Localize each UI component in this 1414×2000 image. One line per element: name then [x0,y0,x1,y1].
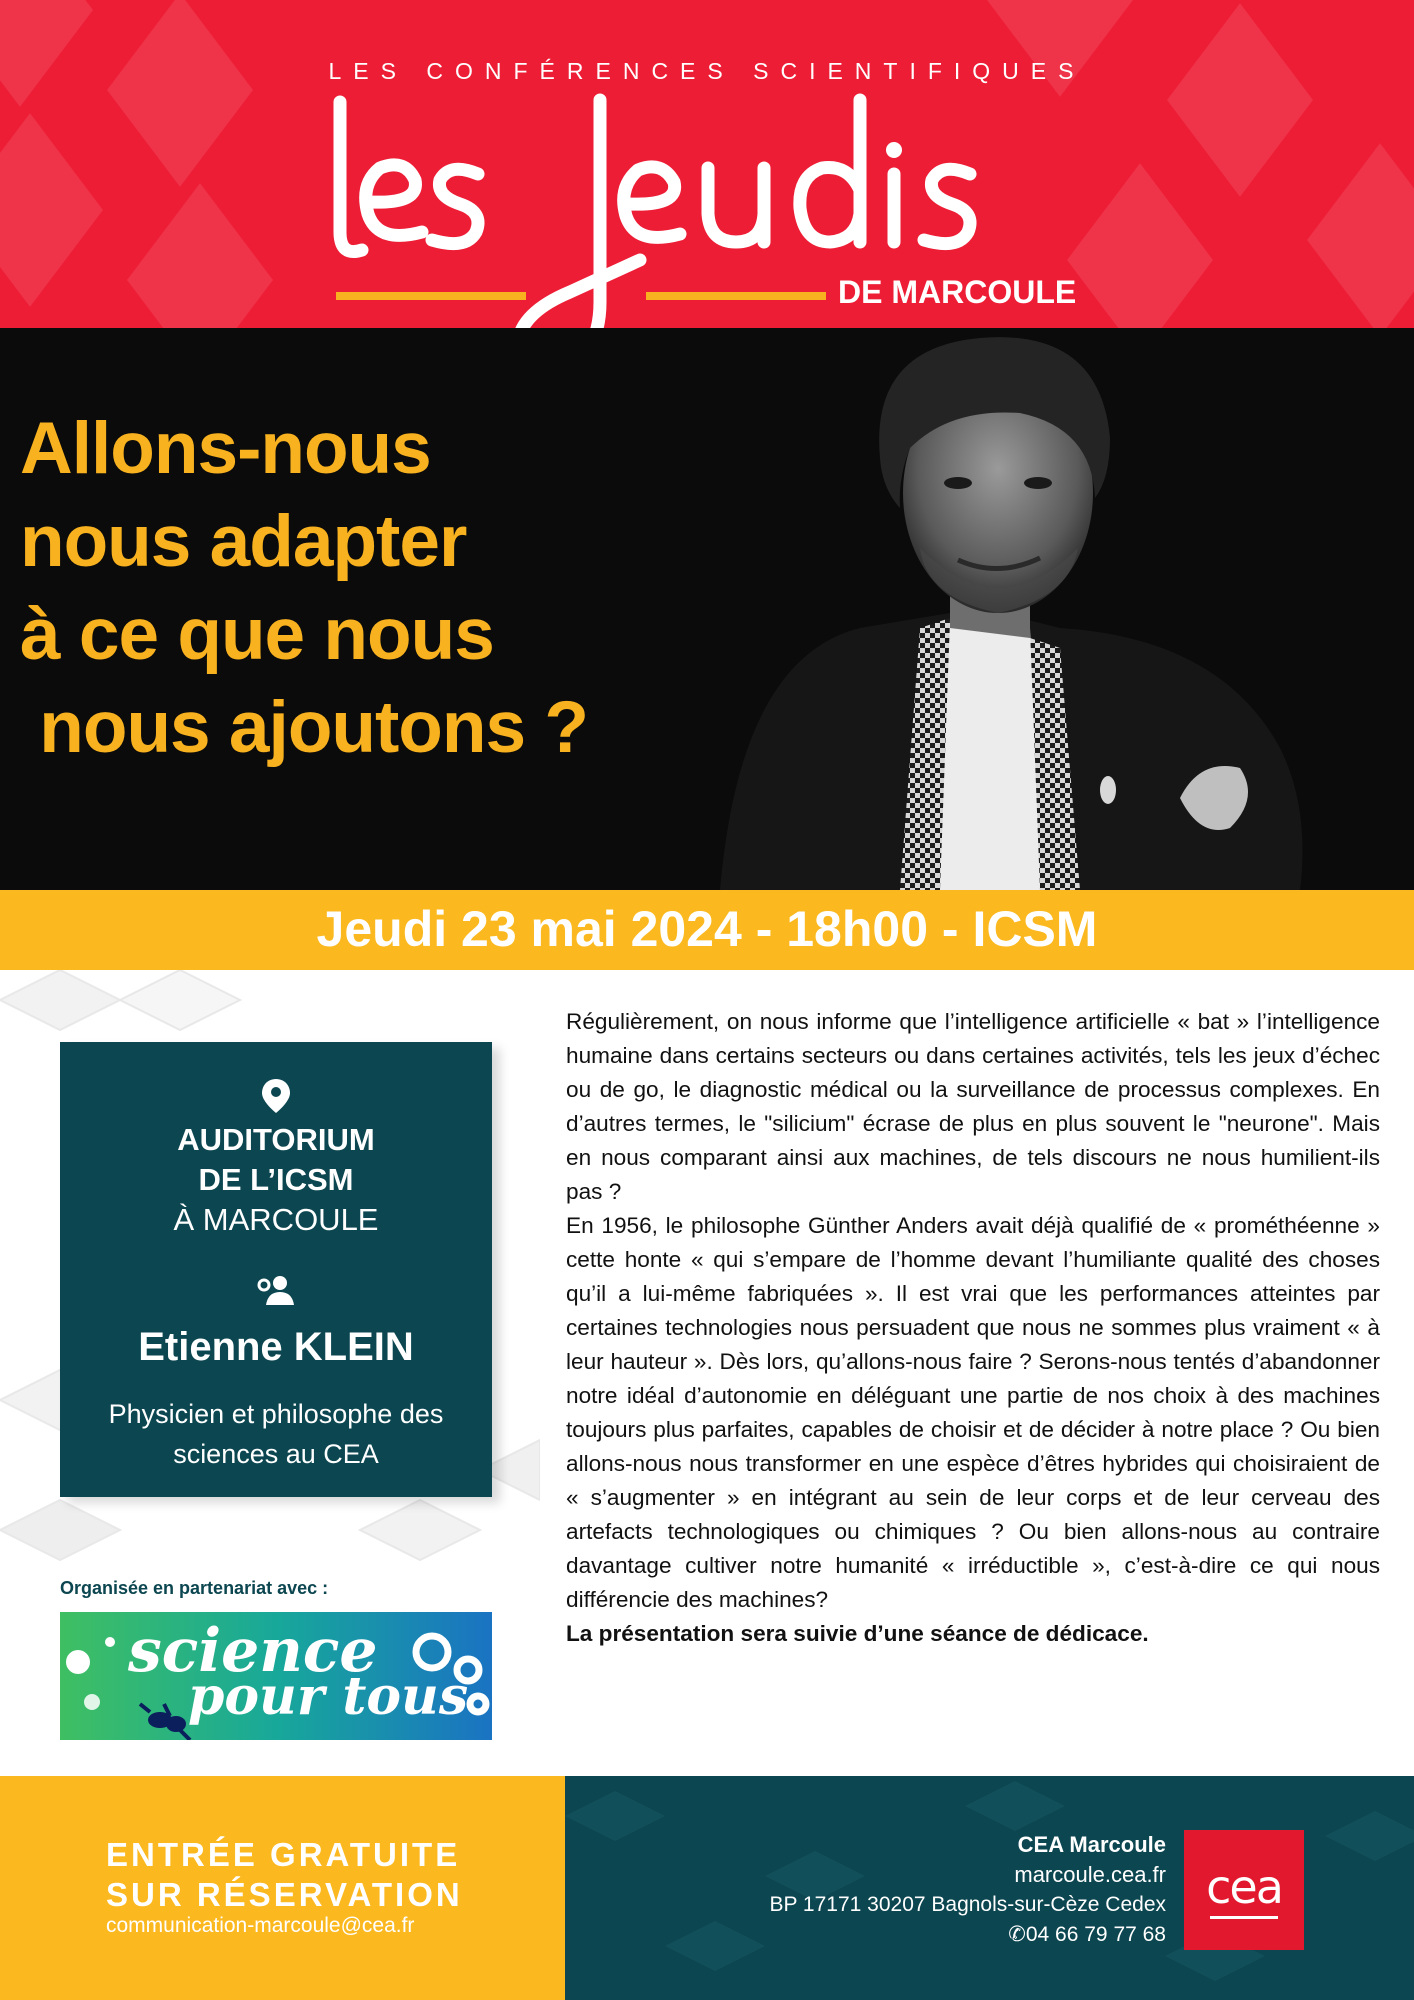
location-pin-icon [261,1078,291,1114]
speaker-name: Etienne KLEIN [138,1325,414,1369]
reservation-email-link[interactable]: communication-marcoule@cea.fr [106,1914,415,1937]
speaker-portrait-image [700,328,1414,890]
organization-name: CEA Marcoule [1017,1832,1166,1857]
event-headline [20,402,720,774]
cea-logo-text: cea [1206,1860,1282,1914]
venue-line-2: DE L’ICSM [198,1162,354,1197]
science-pour-tous-logo [60,1612,492,1740]
event-info-card [60,1042,492,1497]
cea-logo-underline [1210,1916,1278,1919]
phone-row [700,1920,1166,1950]
phone-number[interactable]: 04 66 79 77 68 [1025,1923,1166,1946]
venue-line-3: À MARCOULE [173,1202,379,1237]
headline-line: nous ajoutons ? [20,687,588,768]
description-paragraph-1: Régulièrement, on nous informe que l’intelligence artificielle « bat » l’intelligence humaine dans certains secteurs ou dans certaines activités, tels les jeux d’échec ou de go, le diagnostic médical ou la surveillance de processus complexes. En d’autres termes, le "silicium" écrase de plus en plus souvent le "neurone". Mais en nous comparant ainsi aux machines, de tels discours ne nous humilient-ils pas ? [566,1009,1380,1204]
description-closing: La présentation sera suivie d’une séance de dédicace. [566,1621,1149,1646]
partner-logo-line-1: science [128,1616,378,1686]
logo-suffix: DE MARCOULE [838,274,1077,310]
headline-line: à ce que nous [20,594,494,675]
series-subtitle: LES CONFÉRENCES SCIENTIFIQUES [328,58,1086,84]
event-date-time-place: Jeudi 23 mai 2024 - 18h00 - ICSM [316,901,1098,957]
partner-label: Organisée en partenariat avec : [60,1578,329,1598]
free-entry-line-2: SUR RÉSERVATION [106,1876,463,1913]
headline-line: nous adapter [20,501,467,582]
cea-logo [1184,1830,1304,1950]
partner-logo-line-2: pour tous [188,1666,469,1727]
phone-icon: ✆ [1008,1923,1026,1946]
website-link[interactable]: marcoule.cea.fr [1014,1862,1166,1887]
postal-address: BP 17171 30207 Bagnols-sur-Cèze Cedex [769,1893,1166,1916]
free-entry-line-1: ENTRÉE GRATUITE [106,1836,461,1873]
description-paragraph-2: En 1956, le philosophe Günther Anders avait déjà qualifié de « prométhéenne » cette honte « qui s’empare de l’homme devant l’humiliante qualité des choses qu’il a lui-même fabriquées ». Il est vrai que les performances atteintes par certaines technologies nous persuadent que nous ne sommes plus vraiment « à leur hauteur ». Dès lors, qu’allons-nous faire ? Serons-nous tentés d’abandonner notre idéal d’autonomie en déléguant une partie de nos choix à des machines toujours plus parfaites, capables de choisir et de décider à notre place ? Ou bien allons-nous nous transformer en une espèce d’êtres hybrides qui choisiraient de « s’augmenter » en intégrant au sein de leur corps et de leur cerveau des artefacts technologiques ou chimiques ? Ou bien allons-nous au contraire davantage cultiver notre humanité « irréductible », c’est-à-dire ce qui nous différencie des machines? [566,1213,1380,1612]
venue-line-1: AUDITORIUM [177,1122,375,1157]
speaker-role: Physicien et philosophe des sciences au CEA [108,1399,444,1469]
headline-line: Allons-nous [20,408,431,489]
event-description [566,1005,1380,1651]
person-icon [256,1275,298,1305]
contact-block [700,1830,1166,1950]
